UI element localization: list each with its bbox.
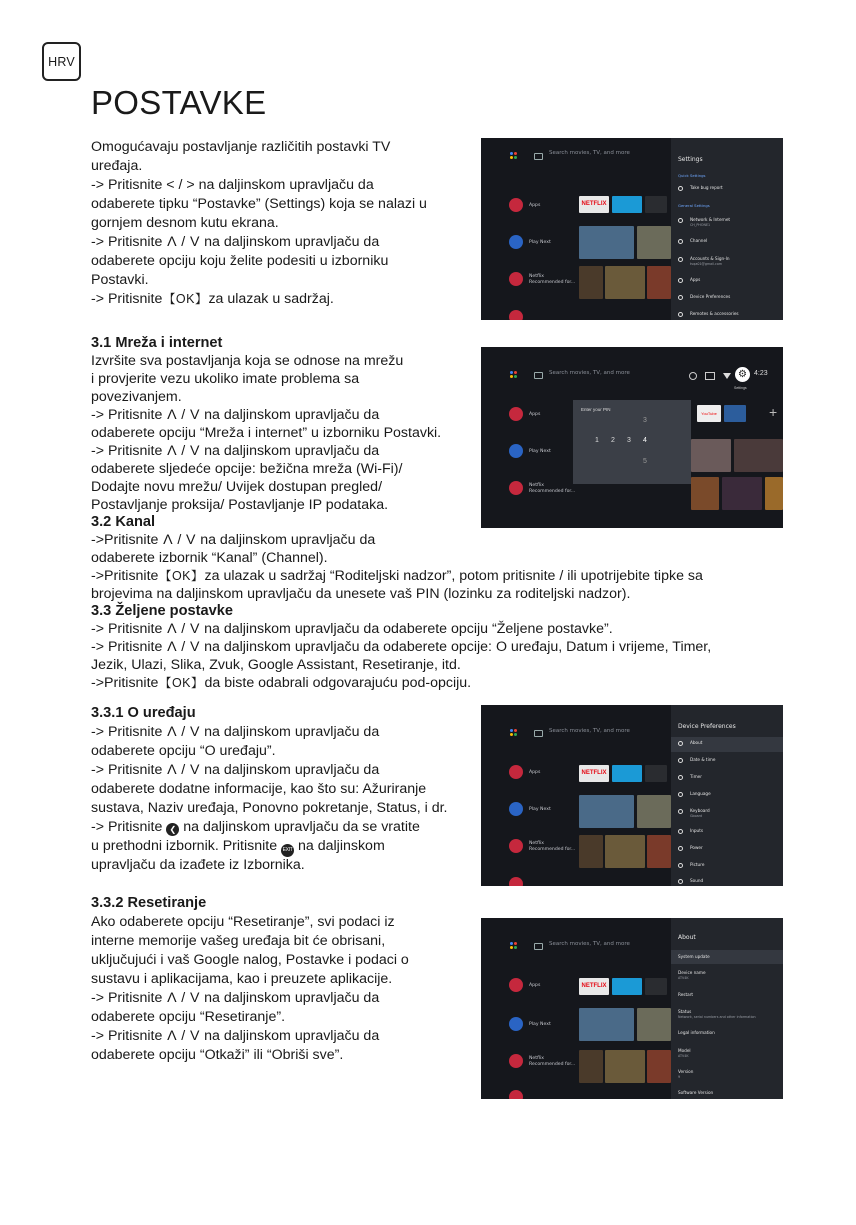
text: na daljinskom upravljaču da xyxy=(204,762,380,778)
menu-label: Network & Internet xyxy=(690,217,731,222)
netflix-row-label: Netflix xyxy=(529,1056,544,1061)
thumbnail xyxy=(734,439,783,472)
text: na daljinskom upravljaču da xyxy=(204,234,380,250)
arrow-up-icon: Λ xyxy=(167,621,177,637)
menu-item[interactable] xyxy=(671,1046,783,1060)
slash: / xyxy=(181,639,186,655)
tv-input-icon xyxy=(534,943,543,950)
arrow-up-icon: Λ xyxy=(167,762,177,778)
pin-screenshot xyxy=(481,347,783,528)
menu-item[interactable] xyxy=(671,842,783,857)
menu-sub: tvqa01@gmail.com xyxy=(690,262,723,266)
thumbnail xyxy=(637,1008,671,1041)
thumbnail xyxy=(637,226,671,259)
menu-label: Device name xyxy=(678,970,706,975)
body-line: uključujući i vaš Google nalog, Postavke i podaci o xyxy=(91,952,409,968)
add-icon: + xyxy=(769,404,778,420)
text: za ulazak u sadržaj. xyxy=(208,291,334,307)
text: na daljinskom xyxy=(298,838,385,854)
arrow-down-icon: V xyxy=(189,724,200,740)
apps-row-label: Apps xyxy=(529,983,541,988)
tv-tile xyxy=(645,978,667,995)
thumbnail xyxy=(579,266,603,299)
thumbnail xyxy=(579,1008,634,1041)
menu-label: Software Version xyxy=(678,1090,714,1095)
wifi-icon xyxy=(678,218,683,223)
thumbnail xyxy=(605,266,645,299)
body-line xyxy=(91,989,379,1008)
youtube-tile: YouTube xyxy=(697,405,721,422)
section-heading-3-3-2: 3.3.2 Resetiranje xyxy=(91,895,207,911)
ok-key-icon: 【 OK 】 xyxy=(158,674,204,693)
body-line: odaberete sljedeće opcije: bežična mreža (Wi-Fi)/ xyxy=(91,461,403,477)
text: na daljinskom upravljaču da se vratite xyxy=(183,819,420,835)
sound-icon xyxy=(678,879,683,884)
general-settings-label: General Settings xyxy=(678,203,710,208)
body-line: Dodajte novu mrežu/ Uvijek dostupan pregled/ xyxy=(91,479,383,495)
menu-item[interactable] xyxy=(671,859,783,874)
account-icon xyxy=(678,257,683,262)
pin-digit-bottom: 5 xyxy=(643,458,647,465)
netflix-tile: NETFLIX xyxy=(579,765,609,782)
prime-video-tile xyxy=(612,765,642,782)
body-line: Izvršite sva postavljanja koja se odnose na mrežu xyxy=(91,353,404,369)
menu-label: Legal information xyxy=(678,1030,715,1035)
body-line xyxy=(91,674,471,693)
menu-item[interactable] xyxy=(671,235,783,250)
google-assistant-icon xyxy=(510,371,518,379)
text: na daljinskom upravljaču da xyxy=(204,1028,380,1044)
apps-row-label: Apps xyxy=(529,203,541,208)
apps-row-label: Apps xyxy=(529,412,541,417)
apps-row-icon xyxy=(509,198,523,212)
keyboard-icon xyxy=(678,809,683,814)
body-line xyxy=(91,837,385,857)
device-preferences-screenshot xyxy=(481,705,783,886)
body-line xyxy=(91,567,703,586)
tv-tile xyxy=(645,196,667,213)
arrow-down-icon: V xyxy=(189,639,200,655)
thumbnail xyxy=(691,439,731,472)
text: -> Pritisnite xyxy=(91,407,163,423)
pin-digit[interactable]: 3 xyxy=(627,437,631,444)
settings-screenshot xyxy=(481,138,783,320)
section-heading-3-3-1: 3.3.1 O uređaju xyxy=(91,705,196,721)
menu-item[interactable] xyxy=(671,737,783,752)
body-line xyxy=(91,1027,379,1046)
body-line: sustava, Naziv uređaja, Ponovno pokretanje, Status, i dr. xyxy=(91,800,448,816)
remote-icon xyxy=(678,312,683,317)
apps-row-label: Apps xyxy=(529,770,541,775)
search-bar: Search movies, TV, and more xyxy=(549,150,630,156)
body-line: upravljaču da izađete iz Izbornika. xyxy=(91,857,305,873)
ok-key-icon: 【 OK 】 xyxy=(158,567,204,586)
body-line: brojevima na daljinskom upravljaču da unesete vaš PIN (lozinku za roditeljski nadzor). xyxy=(91,586,631,602)
tv-input-icon xyxy=(534,153,543,160)
menu-item[interactable] xyxy=(671,308,783,320)
thumbnail xyxy=(579,795,634,828)
slash: / xyxy=(181,762,186,778)
app-tile xyxy=(724,405,746,422)
tv-icon xyxy=(678,239,683,244)
menu-sub: CH_PHONE1 xyxy=(690,223,711,227)
menu-sub: ATV4K xyxy=(678,1054,689,1058)
menu-item[interactable] xyxy=(671,1028,783,1042)
menu-label: System update xyxy=(678,954,710,959)
menu-label: Status xyxy=(678,1009,692,1014)
settings-label: Settings xyxy=(734,386,747,390)
thumbnail xyxy=(647,835,671,868)
recommended-row-icon xyxy=(509,310,523,320)
arrow-up-icon: Λ xyxy=(167,1028,177,1044)
google-assistant-icon xyxy=(510,152,518,160)
slash: / xyxy=(181,234,186,250)
device-preferences-panel xyxy=(671,705,783,886)
arrow-down-icon: V xyxy=(189,443,200,459)
text: na daljinskom upravljaču da xyxy=(200,443,380,459)
ok-key-icon: 【 OK 】 xyxy=(162,290,208,309)
body-line: odaberete opciju “Otkaži” ili “Obriši sve”. xyxy=(91,1047,344,1063)
intro-line xyxy=(91,290,334,309)
menu-label: Apps xyxy=(690,277,701,282)
input-icon xyxy=(678,829,683,834)
menu-sub: 9 xyxy=(678,1075,681,1079)
menu-label: Take bug report xyxy=(690,185,723,190)
globe-icon xyxy=(678,792,683,797)
text: na daljinskom upravljaču da xyxy=(204,724,380,740)
menu-sub: ATV4K xyxy=(678,976,689,980)
menu-label: About xyxy=(690,740,703,745)
thumbnail xyxy=(579,835,603,868)
thumbnail xyxy=(647,1050,671,1083)
menu-label: Sound xyxy=(690,878,704,883)
text: ->Pritisnite xyxy=(91,675,159,691)
pin-dialog xyxy=(573,400,691,484)
arrow-down-icon: V xyxy=(189,762,200,778)
netflix-row-icon xyxy=(509,839,523,853)
text: -> Pritisnite xyxy=(91,1028,163,1044)
text: ->Pritisnite xyxy=(91,568,159,584)
arrow-down-icon: V xyxy=(189,621,200,637)
prime-video-tile xyxy=(612,196,642,213)
about-screenshot xyxy=(481,918,783,1099)
pin-label: Enter your PIN xyxy=(581,407,611,412)
pin-digit[interactable]: 4 xyxy=(643,437,647,444)
text: -> Pritisnite xyxy=(91,443,163,459)
body-line xyxy=(91,638,711,657)
body-line xyxy=(91,723,379,742)
intro-line: gornjem desnom kutu ekrana. xyxy=(91,215,279,231)
slash: / xyxy=(177,532,182,548)
language-label: HRV xyxy=(48,54,75,69)
menu-item[interactable] xyxy=(671,1088,783,1099)
text: da biste odabrali odgovarajuću pod-opciju. xyxy=(204,675,472,691)
monitor-icon xyxy=(678,295,683,300)
text: na daljinskom upravljaču da xyxy=(204,990,380,1006)
netflix-tile: NETFLIX xyxy=(579,196,609,213)
text: -> Pritisnite xyxy=(91,291,163,307)
apps-icon xyxy=(678,278,683,283)
text: za ulazak u sadržaj “Roditeljski nadzor”, potom pritisnite / ili upotrijebite tipke sa xyxy=(204,568,703,584)
intro-line: odaberete opciju koju želite podesiti u izborniku xyxy=(91,253,389,269)
about-panel xyxy=(671,918,783,1099)
menu-item[interactable] xyxy=(671,754,783,769)
thumbnail xyxy=(579,226,634,259)
arrow-up-icon: Λ xyxy=(167,639,177,655)
intro-line: -> Pritisnite < / > na daljinskom upravljaču da xyxy=(91,177,374,193)
arrow-up-icon: Λ xyxy=(167,724,177,740)
search-bar: Search movies, TV, and more xyxy=(549,728,630,734)
thumbnail xyxy=(605,835,645,868)
tv-input-icon xyxy=(534,372,543,379)
slash: / xyxy=(181,1028,186,1044)
slash: / xyxy=(181,443,186,459)
slash: / xyxy=(181,621,186,637)
menu-item[interactable] xyxy=(671,274,783,289)
netflix-row-label: Netflix xyxy=(529,841,544,846)
text: -> Pritisnite xyxy=(91,234,163,250)
recommended-row-icon xyxy=(509,877,523,886)
netflix-row-sub: Recommended for... xyxy=(529,280,576,285)
menu-label: Picture xyxy=(690,862,705,867)
body-line: odaberete opciju “Resetiranje”. xyxy=(91,1009,286,1025)
body-line xyxy=(91,761,379,780)
body-line: sustavu i aplikacijama, kao i preuzete aplikacije. xyxy=(91,971,393,987)
about-title: About xyxy=(678,934,696,941)
body-line xyxy=(91,620,613,639)
menu-label: Keyboard xyxy=(690,808,710,813)
settings-title: Settings xyxy=(678,156,703,163)
input-icon xyxy=(705,372,715,380)
device-preferences-title: Device Preferences xyxy=(678,723,736,730)
arrow-up-icon: Λ xyxy=(167,990,177,1006)
pin-digit[interactable]: 2 xyxy=(611,437,615,444)
menu-sub: Network, serial numbers and other information xyxy=(678,1015,756,1019)
apps-row-icon xyxy=(509,407,523,421)
menu-item[interactable] xyxy=(671,805,783,820)
intro-line: Postavki. xyxy=(91,272,149,288)
thumbnail xyxy=(691,477,719,510)
arrow-down-icon: V xyxy=(186,532,196,548)
arrow-up-icon: Λ xyxy=(163,532,173,548)
text: na daljinskom upravljaču da odaberete opciju “Željene postavke”. xyxy=(204,621,613,637)
menu-label: Accounts & Sign-In xyxy=(690,256,730,261)
menu-item[interactable] xyxy=(671,253,783,268)
arrow-up-icon: Λ xyxy=(167,234,177,250)
text: -> Pritisnite xyxy=(91,990,163,1006)
body-line: odaberete dodatne informacije, kao što su: Ažuriranje xyxy=(91,781,427,797)
play-next-icon xyxy=(509,1017,523,1031)
slash: / xyxy=(181,407,186,423)
netflix-row-sub: Recommended for... xyxy=(529,847,576,852)
prime-video-tile xyxy=(612,978,642,995)
text: -> Pritisnite xyxy=(91,724,163,740)
menu-label: Language xyxy=(690,791,711,796)
menu-label: Inputs xyxy=(690,828,704,833)
play-next-icon xyxy=(509,444,523,458)
pin-digit-top: 3 xyxy=(643,417,647,424)
menu-item[interactable] xyxy=(671,1067,783,1081)
menu-label: Restart xyxy=(678,992,694,997)
wifi-icon xyxy=(723,373,731,379)
tv-input-icon xyxy=(534,730,543,737)
menu-label: Remotes & accessories xyxy=(690,311,739,316)
intro-line: Omogućavaju postavljanje različitih postavki TV xyxy=(91,139,391,155)
body-line: Ako odaberete opciju “Resetiranje”, svi podaci iz xyxy=(91,914,395,930)
play-next-label: Play Next xyxy=(529,240,551,245)
timer-icon xyxy=(678,775,683,780)
thumbnail xyxy=(605,1050,645,1083)
menu-item[interactable] xyxy=(671,771,783,786)
text: na daljinskom upravljaču da xyxy=(204,407,380,423)
arrow-down-icon: V xyxy=(189,990,200,1006)
body-line xyxy=(91,442,379,461)
section-heading-3-1: 3.1 Mreža i internet xyxy=(91,335,223,351)
section-heading-3-3: 3.3 Željene postavke xyxy=(91,603,233,619)
body-line: Postavljanje proksija/ Postavljanje IP podataka. xyxy=(91,497,389,513)
text: -> Pritisnite xyxy=(91,621,163,637)
netflix-row-icon xyxy=(509,272,523,286)
menu-item[interactable] xyxy=(671,825,783,840)
language-badge xyxy=(42,42,81,81)
menu-label: Date & time xyxy=(690,757,716,762)
thumbnail xyxy=(647,266,671,299)
menu-item[interactable] xyxy=(671,968,783,982)
body-line: povezivanjem. xyxy=(91,389,182,405)
arrow-down-icon: V xyxy=(189,234,200,250)
body-line xyxy=(91,818,420,837)
menu-sub: Gboard xyxy=(690,814,703,818)
body-line: Jezik, Ulazi, Slika, Zvuk, Google Assistant, Resetiranje, itd. xyxy=(91,657,461,673)
arrow-down-icon: V xyxy=(189,407,200,423)
netflix-row-sub: Recommended for... xyxy=(529,1062,576,1067)
intro-line: odaberete tipku “Postavke” (Settings) koja se nalazi u xyxy=(91,196,427,212)
menu-label: Channel xyxy=(690,238,708,243)
pin-digit[interactable]: 1 xyxy=(595,437,599,444)
menu-label: Power xyxy=(690,845,703,850)
play-next-icon xyxy=(509,802,523,816)
google-assistant-icon xyxy=(510,729,518,737)
google-assistant-icon xyxy=(510,942,518,950)
menu-item[interactable] xyxy=(671,291,783,306)
arrow-up-icon: Λ xyxy=(167,443,177,459)
play-next-icon xyxy=(509,235,523,249)
bug-icon xyxy=(678,186,683,191)
netflix-tile: NETFLIX xyxy=(579,978,609,995)
text: ->Pritisnite xyxy=(91,532,159,548)
back-icon: ❮ xyxy=(166,823,179,836)
section-heading-3-2: 3.2 Kanal xyxy=(91,514,156,530)
text: na daljinskom upravljaču da odaberete opcije: O uređaju, Datum i vrijeme, Timer, xyxy=(204,639,712,655)
text: u prethodni izbornik. Pritisnite xyxy=(91,838,278,854)
menu-item[interactable] xyxy=(671,214,783,229)
thumbnail xyxy=(579,1050,603,1083)
text: -> Pritisnite xyxy=(91,639,163,655)
body-line xyxy=(91,406,379,425)
arrow-up-icon: Λ xyxy=(167,407,177,423)
thumbnail xyxy=(637,795,671,828)
search-bar: Search movies, TV, and more xyxy=(549,370,630,376)
info-icon xyxy=(689,372,697,380)
netflix-row-icon xyxy=(509,1054,523,1068)
body-line: odaberete izbornik “Kanal” (Channel). xyxy=(91,550,328,566)
recommended-row-icon xyxy=(509,1090,523,1099)
apps-row-icon xyxy=(509,765,523,779)
body-line: odaberete opciju “Mreža i internet” u izborniku Postavki. xyxy=(91,425,442,441)
slash: / xyxy=(181,724,186,740)
netflix-row-label: Netflix xyxy=(529,274,544,279)
slash: / xyxy=(181,990,186,1006)
page-title: POSTAVKE xyxy=(91,84,267,121)
apps-row-icon xyxy=(509,978,523,992)
quick-settings-label: Quick Settings xyxy=(678,173,706,178)
intro-line: uređaja. xyxy=(91,158,143,174)
menu-label: Model xyxy=(678,1048,691,1053)
body-line: i provjerite vezu ukoliko imate problema sa xyxy=(91,371,360,387)
netflix-row-label: Netflix xyxy=(529,483,544,488)
body-line xyxy=(91,531,375,550)
menu-item[interactable] xyxy=(671,990,783,1004)
thumbnail xyxy=(722,477,762,510)
settings-gear-icon[interactable]: ⚙ xyxy=(735,367,750,382)
menu-item[interactable] xyxy=(671,875,783,886)
body-line: interne memorije vašeg uređaja bit će obrisani, xyxy=(91,933,386,949)
body-line: odaberete opciju “O uređaju”. xyxy=(91,743,276,759)
power-icon xyxy=(678,846,683,851)
tv-tile xyxy=(645,765,667,782)
netflix-row-icon xyxy=(509,481,523,495)
play-next-label: Play Next xyxy=(529,1022,551,1027)
play-next-label: Play Next xyxy=(529,449,551,454)
arrow-down-icon: V xyxy=(189,1028,200,1044)
menu-item[interactable] xyxy=(671,1007,783,1021)
clock: 4:23 xyxy=(754,370,768,377)
menu-label: Timer xyxy=(690,774,702,779)
exit-icon: EXIT xyxy=(281,844,294,857)
play-next-label: Play Next xyxy=(529,807,551,812)
settings-panel xyxy=(671,138,783,320)
clock-icon xyxy=(678,758,683,763)
menu-item[interactable] xyxy=(671,182,783,197)
menu-label: Version xyxy=(678,1069,694,1074)
text: -> Pritisnite xyxy=(91,819,163,835)
menu-item[interactable] xyxy=(671,950,783,964)
menu-label: Device Preferences xyxy=(690,294,731,299)
text: na daljinskom upravljaču da xyxy=(200,532,376,548)
picture-icon xyxy=(678,863,683,868)
intro-line xyxy=(91,233,379,252)
search-bar: Search movies, TV, and more xyxy=(549,941,630,947)
menu-item[interactable] xyxy=(671,788,783,803)
thumbnail xyxy=(765,477,783,510)
info-icon xyxy=(678,741,683,746)
netflix-row-sub: Recommended for... xyxy=(529,489,576,494)
text: -> Pritisnite xyxy=(91,762,163,778)
